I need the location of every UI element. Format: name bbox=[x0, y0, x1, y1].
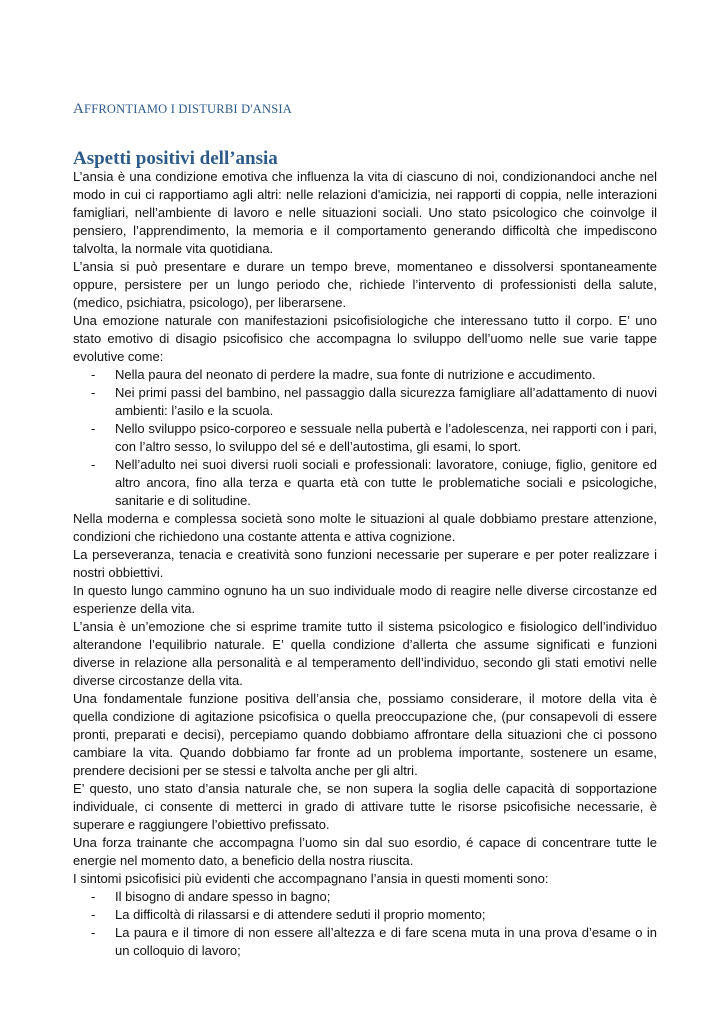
paragraph: Una forza trainante che accompagna l’uomo sin dal suo esordio, é capace di concentrare tutte le energie nel momento dato, a beneficio della nostra riuscita. bbox=[73, 835, 657, 868]
paragraph: L’ansia è una condizione emotiva che influenza la vita di ciascuno di noi, condizionandoci anche nel modo in cui ci rapportiamo agli altri: nelle relazioni d'amicizia, nei rapporti di coppia, nelle interazioni famigliari, nell’ambiente di lavoro e nelle situazioni sociali. Uno stato psicologico che coinvolge il pensiero, l’apprendimento, la memoria e il comportamento generando difficoltà che impediscono talvolta, la normale vita quotidiana. bbox=[73, 169, 657, 256]
paragraph-group-1 bbox=[73, 168, 657, 366]
bullet-list-2 bbox=[73, 888, 657, 960]
list-item-text: Nella paura del neonato di perdere la madre, sua fonte di nutrizione e accudimento. bbox=[115, 367, 596, 382]
list-item-text: La paura e il timore di non essere all’altezza e di fare scena muta in una prova d’esame o in un colloquio di lavoro; bbox=[115, 925, 657, 958]
paragraph: La perseveranza, tenacia e creatività sono funzioni necessarie per superare e per poter realizzare i nostri obbiettivi. bbox=[73, 547, 657, 580]
list-item bbox=[73, 888, 657, 906]
list-item-text: Nei primi passi del bambino, nel passaggio dalla sicurezza famigliare all’adattamento di nuovi ambienti: l’asilo e la scuola. bbox=[115, 385, 657, 418]
paragraph: L’ansia si può presentare e durare un tempo breve, momentaneo e dissolversi spontaneamente oppure, persistere per un lungo periodo che, richiede l’intervento di professionisti della salute, (medico, psichiatra, psicologo), per liberarsene. bbox=[73, 259, 657, 310]
bullet-dash: - bbox=[91, 925, 96, 940]
list-item-text: Nell’adulto nei suoi diversi ruoli sociali e professionali: lavoratore, coniuge, figlio, genitore ed altro ancora, fino alla terza e quarta età con tutte le problematiche sociali e psicologiche, sanitarie e di solitudine. bbox=[115, 457, 657, 508]
list-item bbox=[73, 420, 657, 456]
list-item bbox=[73, 456, 657, 510]
bullet-dash: - bbox=[91, 457, 96, 472]
bullet-list-1 bbox=[73, 366, 657, 510]
bullet-dash: - bbox=[91, 421, 96, 436]
paragraph: I sintomi psicofisici più evidenti che accompagnano l’ansia in questi momenti sono: bbox=[73, 871, 549, 886]
list-item bbox=[73, 924, 657, 960]
list-item-text: Nello sviluppo psico-corporeo e sessuale nella pubertà e l’adolescenza, nei rapporti con i pari, con l’altro sesso, lo sviluppo del sé e dell’autostima, gli esami, lo sport. bbox=[115, 421, 657, 454]
paragraph: Una fondamentale funzione positiva dell’ansia che, possiamo considerare, il motore della vita è quella condizione di agitazione psicofisica o quella preoccupazione che, (pur consapevoli di essere pronti, preparati e decisi), percepiamo quando dobbiamo affrontare della situazioni che ci possono cambiare la vita. Quando dobbiamo far fronte ad un problema importante, sostenere un esame, prendere decisioni per se stessi e talvolta anche per gli altri. bbox=[73, 691, 657, 778]
list-item bbox=[73, 384, 657, 420]
bullet-dash: - bbox=[91, 367, 96, 382]
paragraph: Una emozione naturale con manifestazioni psicofisiologiche che interessano tutto il corpo. E’ uno stato emotivo di disagio psicofisico che accompagna lo sviluppo dell’uomo nelle sue varie tappe evolutive come: bbox=[73, 313, 657, 364]
document-body bbox=[73, 168, 657, 960]
list-item-text: La difficoltà di rilassarsi e di attendere seduti il proprio momento; bbox=[115, 907, 486, 922]
paragraph: Nella moderna e complessa società sono molte le situazioni al quale dobbiamo prestare attenzione, condizioni che richiedono una costante attenta e attiva cognizione. bbox=[73, 511, 657, 544]
paragraph-group-2 bbox=[73, 510, 657, 888]
page-heading: Aspetti positivi dell’ansia bbox=[73, 148, 278, 169]
section-title: AFFRONTIAMO I DISTURBI D'ANSIA bbox=[73, 101, 292, 117]
list-item bbox=[73, 366, 657, 384]
list-item bbox=[73, 906, 657, 924]
paragraph: L’ansia è un’emozione che si esprime tramite tutto il sistema psicologico e fisiologico dell’individuo alterandone l’equilibrio naturale. E’ quella condizione d’allerta che assume significati e funzioni diverse in relazione alla personalità e al temperamento dell’individuo, secondo gli stati emotivi nelle diverse circostanze della vita. bbox=[73, 619, 657, 688]
bullet-dash: - bbox=[91, 385, 96, 400]
bullet-dash: - bbox=[91, 889, 96, 904]
bullet-dash: - bbox=[91, 907, 96, 922]
paragraph: In questo lungo cammino ognuno ha un suo individuale modo di reagire nelle diverse circostanze ed esperienze della vita. bbox=[73, 583, 657, 616]
list-item-text: Il bisogno di andare spesso in bagno; bbox=[115, 889, 331, 904]
paragraph: E’ questo, uno stato d’ansia naturale che, se non supera la soglia delle capacità di sopportazione individuale, ci consente di metterci in grado di attivare tutte le risorse psicofisiche necessarie, è superare e raggiungere l’obiettivo prefissato. bbox=[73, 781, 657, 832]
